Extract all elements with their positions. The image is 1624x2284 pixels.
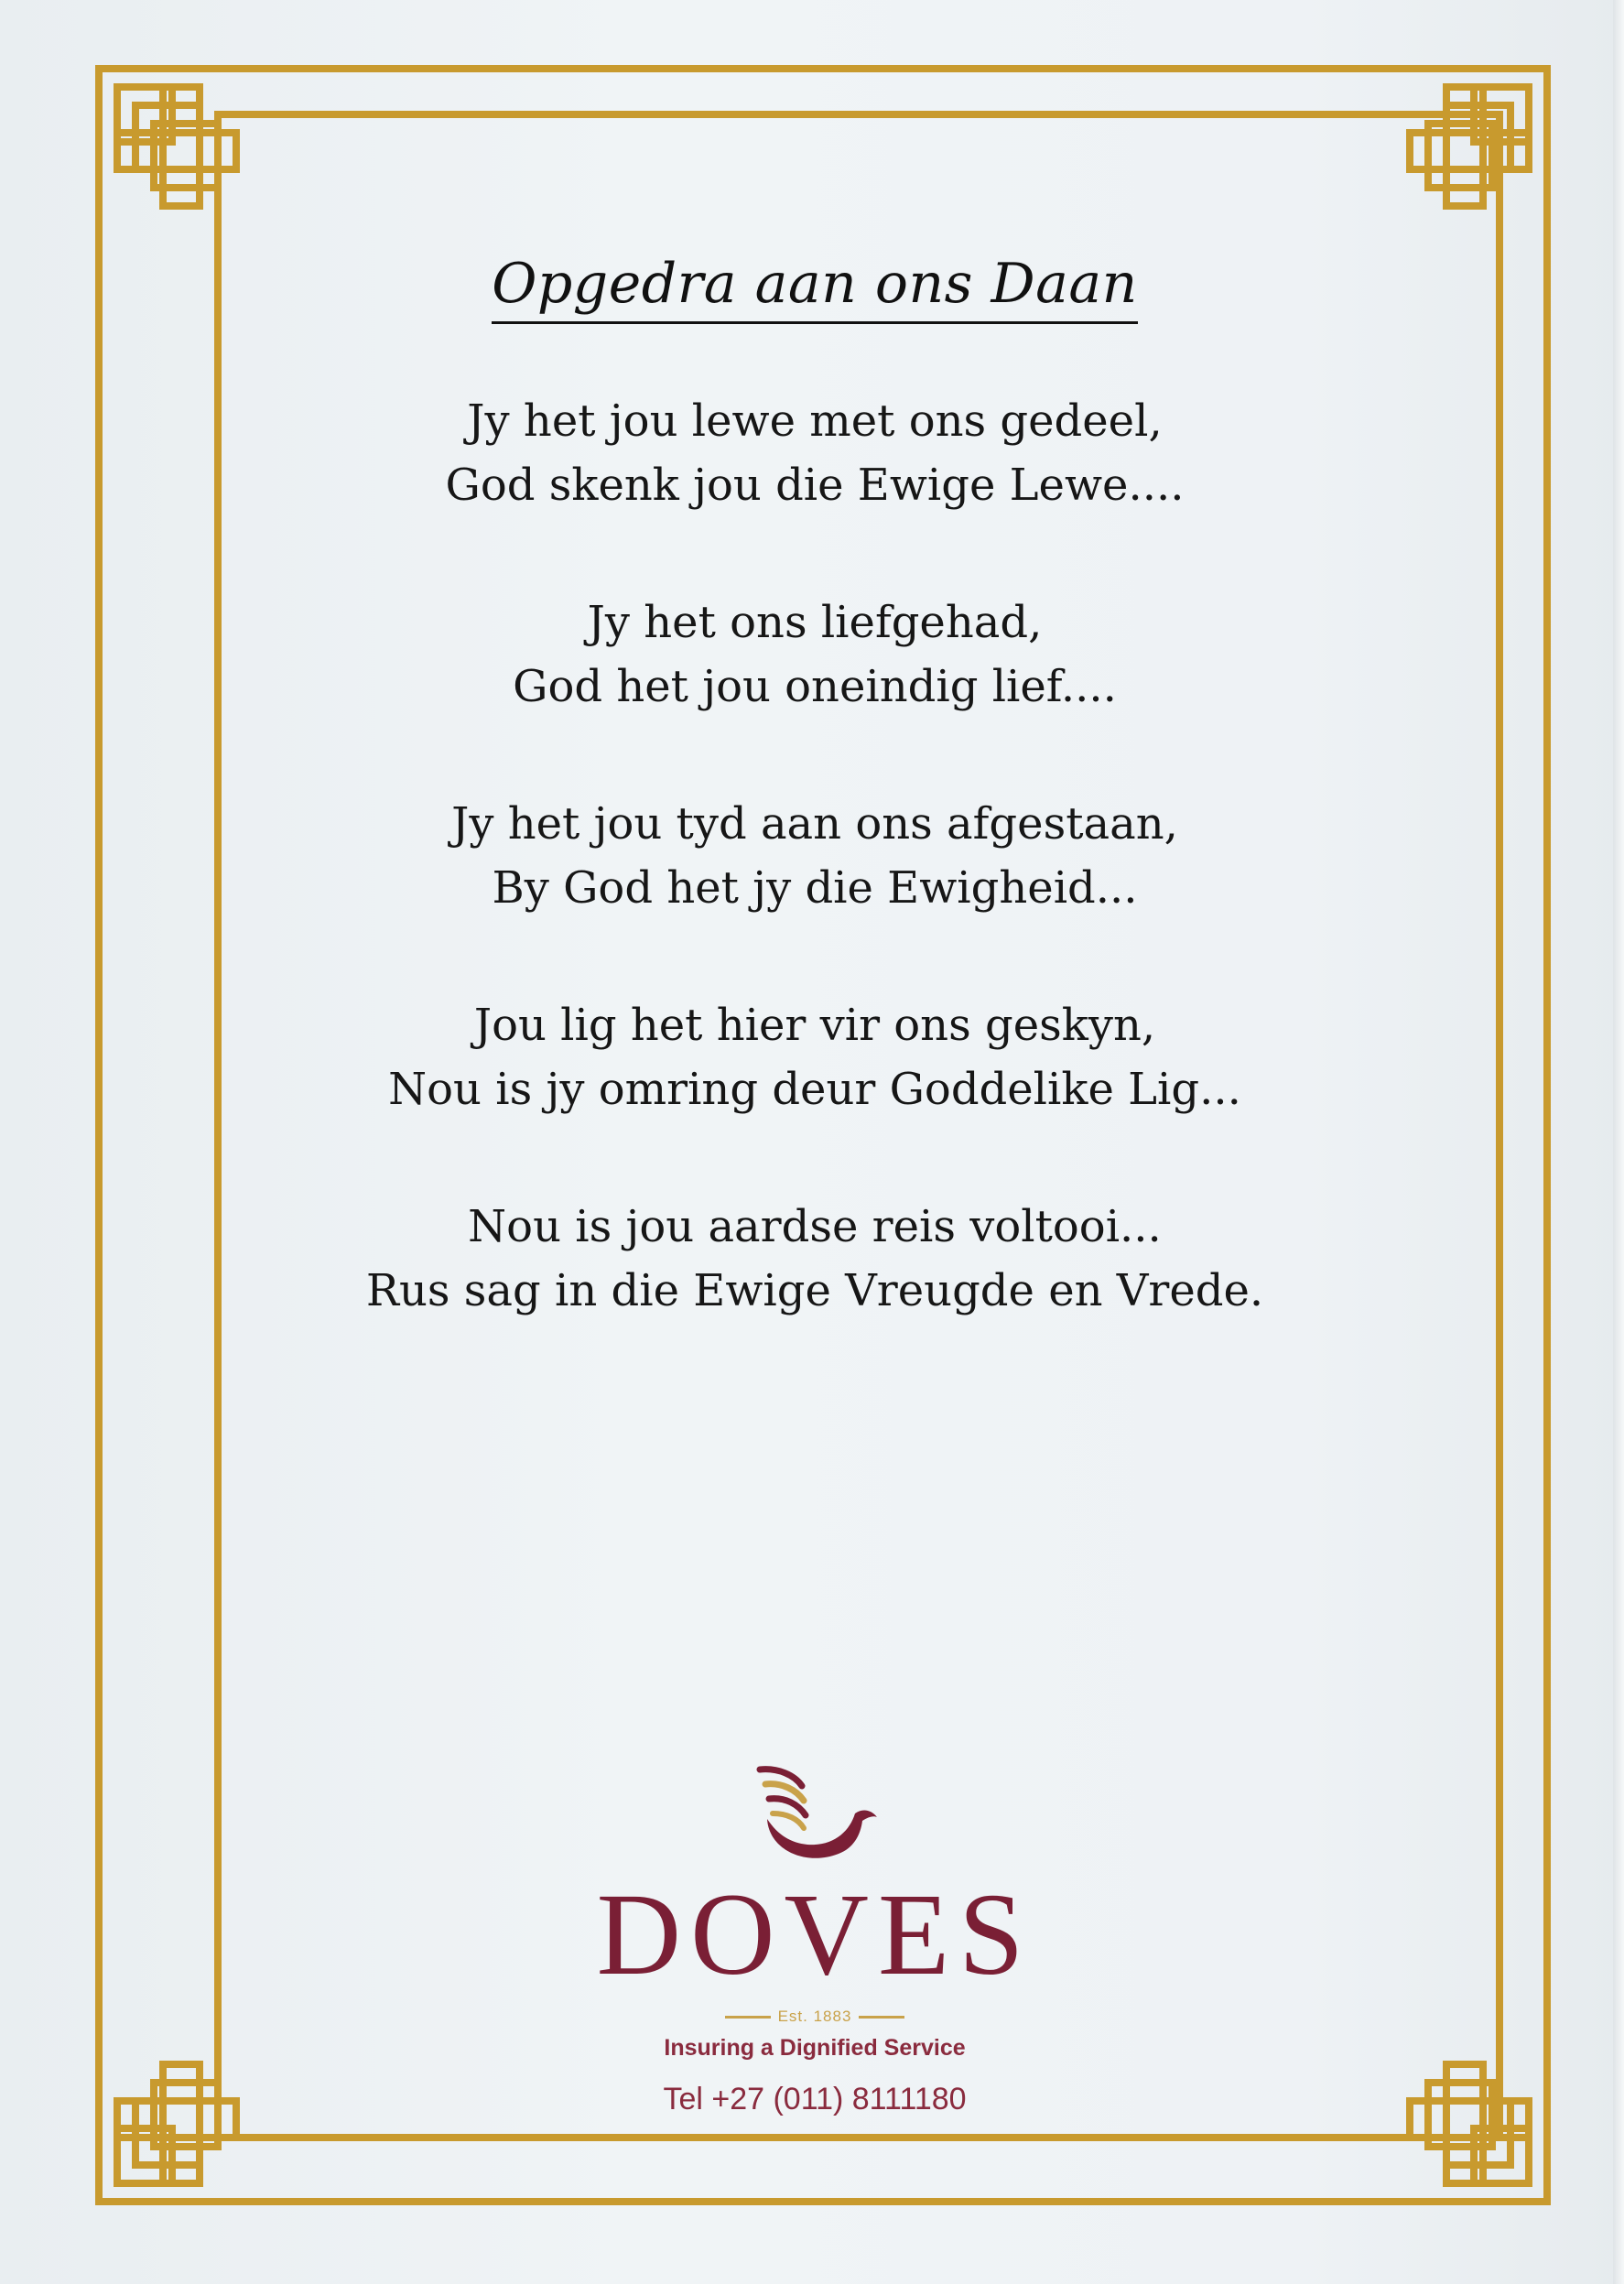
corner-ornament-top-right <box>1410 87 1529 206</box>
dove-icon <box>751 1762 879 1872</box>
stanza <box>275 389 1355 517</box>
corner-ornament-bottom-left <box>117 2064 236 2183</box>
established-text: Est. 1883 <box>777 2008 852 2025</box>
poem-line: Jou lig het hier vir ons geskyn, <box>473 1000 1156 1051</box>
established-line <box>531 2006 1099 2028</box>
corner-ornament-bottom-right <box>1410 2064 1529 2183</box>
stanza <box>275 590 1355 719</box>
poem <box>275 389 1355 1396</box>
corner-ornament-top-left <box>117 87 236 206</box>
doves-logo <box>531 1762 1099 2117</box>
brand-name: DOVES <box>596 1869 1034 1999</box>
divider <box>725 2016 771 2019</box>
poem-line: Jy het jou lewe met ons gedeel, <box>467 395 1163 447</box>
stanza <box>275 1195 1355 1323</box>
page-title: Opgedra aan ons Daan <box>492 252 1138 324</box>
poem-line: Rus sag in die Ewige Vreugde en Vrede. <box>365 1265 1264 1316</box>
poem-line: Jy het ons liefgehad, <box>587 597 1043 648</box>
poem-line: God het jou oneindig lief.... <box>513 661 1117 712</box>
poem-line: God skenk jou die Ewige Lewe.... <box>445 460 1185 511</box>
title-block <box>458 252 1172 324</box>
telephone: Tel +27 (011) 8111180 <box>663 2082 967 2116</box>
stanza <box>275 792 1355 920</box>
poem-line: Jy het jou tyd aan ons afgestaan, <box>451 798 1178 850</box>
divider <box>859 2016 904 2019</box>
stanza <box>275 993 1355 1121</box>
poem-line: By God het jy die Ewigheid... <box>492 862 1138 914</box>
poem-line: Nou is jou aardse reis voltooi... <box>468 1201 1162 1252</box>
poem-line: Nou is jy omring deur Goddelike Lig... <box>388 1064 1241 1115</box>
tagline: Insuring a Dignified Service <box>664 2035 966 2061</box>
